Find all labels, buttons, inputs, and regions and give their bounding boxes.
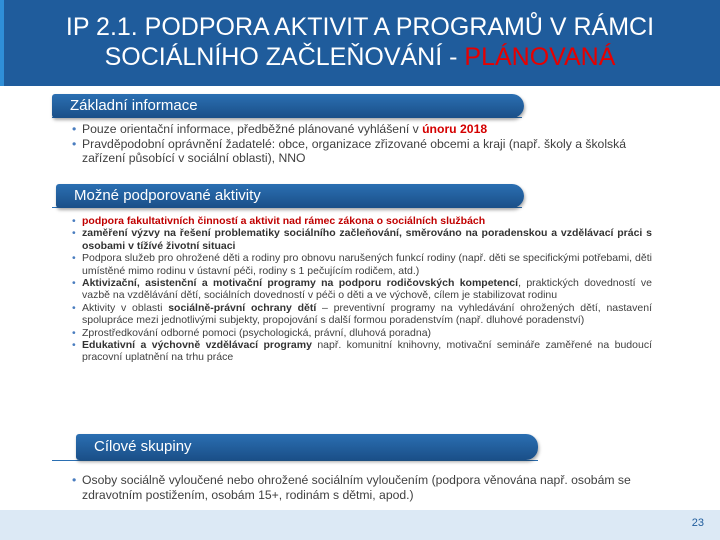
title-line-1: IP 2.1. PODPORA AKTIVIT A PROGRAMŮ V RÁMCI xyxy=(65,13,655,41)
list-item: • Zprostředkování odborné pomoci (psychologická, právní, dluhová poradna) xyxy=(72,327,652,339)
page-title xyxy=(0,12,720,72)
section-basic-list xyxy=(72,122,652,166)
section-targets-underline xyxy=(52,460,538,461)
section-activities-heading: Možné podporované aktivity xyxy=(56,184,524,208)
title-line-2-prefix: SOCIÁLNÍHO ZAČLEŇOVÁNÍ - xyxy=(104,43,465,71)
list-item: • Aktivizační, asistenční a motivační programy na podporu rodičovských kompetencí, praktických dovedností ve vazbě na vzdělávání dětí, sociálních dovedností v péči o děti a ve výchově, cílem je stabilizovat rodinu xyxy=(72,277,652,302)
list-item: • Aktivity v oblasti sociálně-právní ochrany dětí – preventivní programy na vyhledávání ohrožených dětí, nastavení spolupráce mezi jednotlivými subjekty, propojování s další formou poradenstvím (např. dluhové poradenství) xyxy=(72,302,652,327)
list-item: • Pravděpodobní oprávnění žadatelé: obce, organizace zřizované obcemi a kraji (např. školy a školská zařízení působící v sociální oblasti), NNO xyxy=(72,137,652,166)
title-line-2 xyxy=(0,42,720,72)
section-basic-heading: Základní informace xyxy=(52,94,524,118)
date-highlight: únoru 2018 xyxy=(422,122,488,136)
list-item: • podpora fakultativních činností a aktivit nad rámec zákona o sociálních službách xyxy=(72,215,652,227)
section-activities-list xyxy=(72,215,652,364)
list-item: • Osoby sociálně vyloučené nebo ohrožené sociálním vyloučením (podpora věnována např. osobám se zdravotním postižením, osobám 15+, rodinám s dětmi, apod.) xyxy=(72,473,652,502)
list-item: • Edukativní a výchovně vzdělávací programy např. komunitní knihovny, motivační semináře zaměřené na budoucí pracovní uplatnění na trhu práce xyxy=(72,339,652,364)
section-targets-list xyxy=(72,473,652,502)
list-item: • Pouze orientační informace, předběžné plánované vyhlášení v únoru 2018 xyxy=(72,122,652,137)
section-targets-heading: Cílové skupiny xyxy=(76,434,538,460)
page-number: 23 xyxy=(691,517,704,529)
footer-bar xyxy=(0,510,720,540)
list-item: • Podpora služeb pro ohrožené děti a rodiny pro obnovu narušených funkcí rodiny (např. děti se specifickými potřebami, děti umístěné mimo rodinu v ústavní péči, rodiny s 1 pečujícím rodičem, atd.) xyxy=(72,252,652,277)
list-item: • zaměření výzvy na řešení problematiky sociálního začleňování, směrováno na poradenskou a vzdělávací práci s osobami v tížívé životní situaci xyxy=(72,227,652,252)
title-highlight: PLÁNOVANÁ xyxy=(464,43,616,71)
